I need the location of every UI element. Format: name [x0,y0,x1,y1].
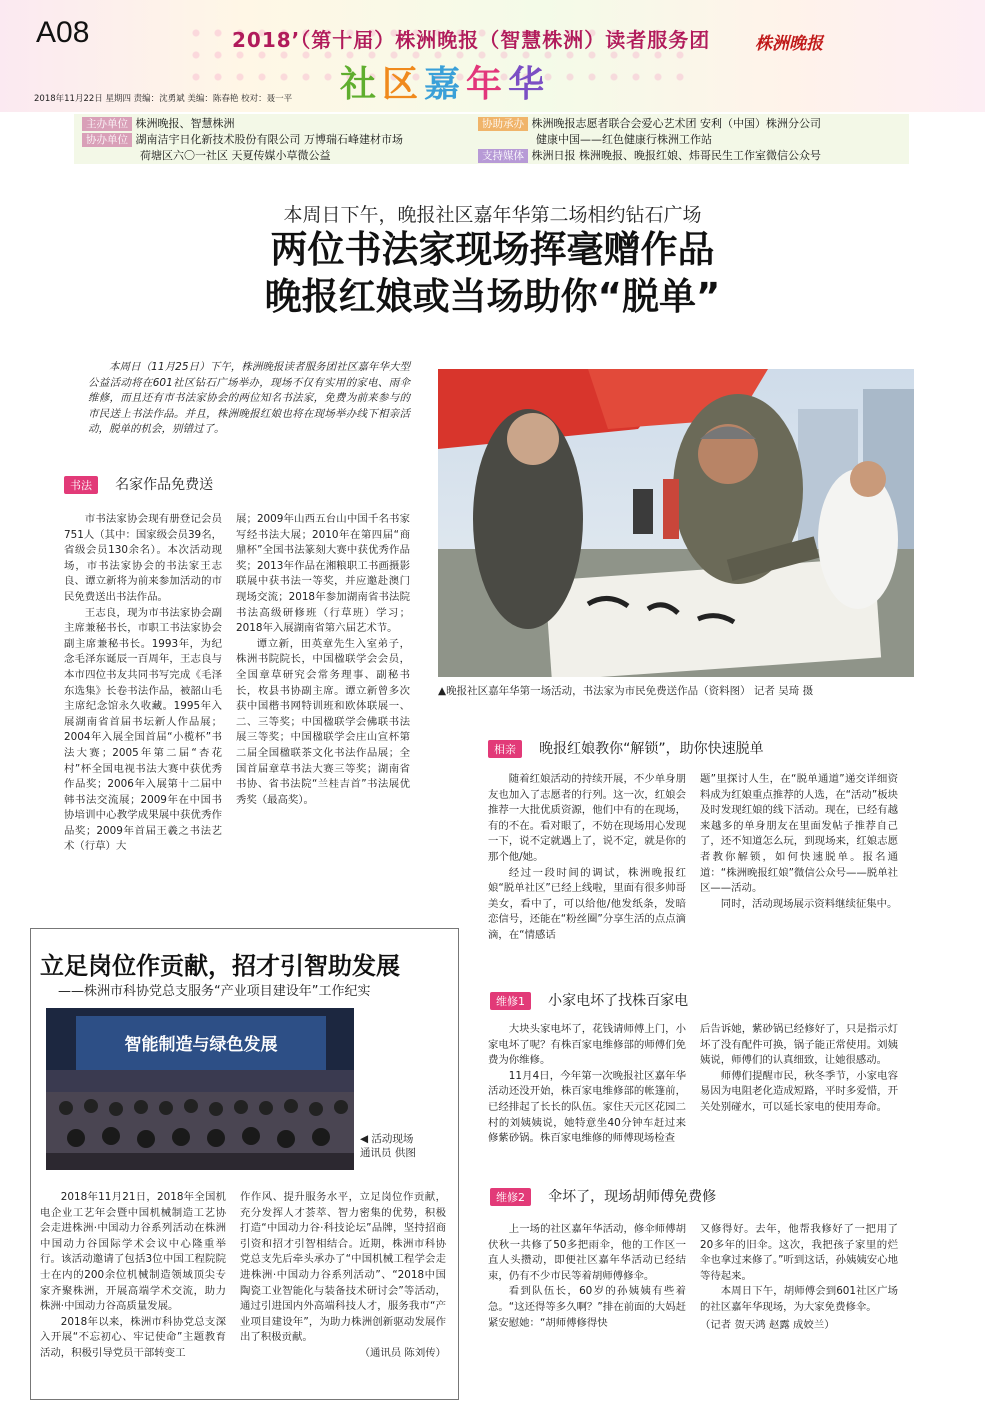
caption-line: 通讯员 供图 [360,1147,416,1159]
umbrella-column-1 [488,1222,686,1331]
calligraphy-photo [438,369,914,677]
sponsor-text: 株洲晚报、智慧株洲 [135,117,235,130]
article-lead: 本周日（11月25日）下午，株洲晚报读者服务团社区嘉年华大型公益活动将在601社区钻石广场举办，现场不仅有实用的家电、雨伞维修，而且还有市书法家协会的两位知名书法家，免费为前来参与的市民送上书法作品。并且，株洲晚报红娘也将在现场举办线下相亲活动，脱单的机会，别错过了。 [88,361,410,435]
paragraph: 题”里探讨人生，在“脱单通道”递交详细资料成为红娘重点推荐的人选，在“活动”板块及时发现红娘的线下活动。现在，已经有越来越多的单身朋友在里面发帖子推荐自己了，还不知道怎么玩，到现场来，红娘志愿者教你解锁，如何快速脱单。报名通道：“株洲晚报红娘”微信公众号——脱单社区——活动。 [700,773,898,895]
sponsor-row [82,116,482,132]
sponsor-right [478,116,908,164]
section-title: 晚报红娘教你“解锁”，助你快速脱单 [539,741,764,757]
section-tag: 相亲 [488,740,522,758]
appliance-column-1 [488,1022,686,1147]
carnival-char: 年 [466,64,509,105]
sponsor-tag: 协办单位 [82,133,132,147]
paragraph: 展；2009年山西五台山中国千名书家写经书法大展；2010年在第四届“商鼎杯”全国书法篆刻大赛中获优秀作品奖；2013年作品在湘粮职工书画摄影联展中获书法一等奖，并应邀赴澳门现场交流；2018年参加湖南省书法院书法高级研修班（行草班）学习；2018年入展湖南省第六届艺术节。 [236,513,410,635]
matchmaking-column-1 [488,772,686,944]
paragraph: 本周日下午，胡师傅会到601社区广场的社区嘉年华现场，为大家免费修伞。 [700,1285,898,1313]
sidebar-headline: 立足岗位作贡献，招才引智助发展 [40,952,400,980]
calligraphy-scene-illustration [438,369,914,677]
page-number: A08 [36,16,90,49]
newspaper-logo: 株洲晚报 [755,34,823,54]
headline-line-1: 两位书法家现场挥毫赠作品 [270,228,715,271]
sponsor-block [74,114,909,164]
calligraphy-column-2 [236,512,410,808]
sponsor-left [82,116,482,164]
banner-title: 2018’（第十届）株洲晚报（智慧株洲）读者服务团 [232,28,711,52]
paragraph: 上一场的社区嘉年华活动，修伞师傅胡伏秋一共修了50多把雨伞，他的工作区一直人头攒动，即便社区嘉年华活动已经结束，仍有不少市民等着胡师傅修伞。 [488,1223,686,1282]
calligraphy-column-1 [64,512,222,855]
paragraph: 随着红娘活动的持续开展，不少单身朋友也加入了志愿者的行列。这一次，红娘会推荐一大批优质资源，他们中有的在现场，有的不在。看对眼了，不妨在现场用心发现一下，说不定就遇上了，说不定，就是你的那个他/她。 [488,773,686,863]
article-headline [0,226,985,320]
sponsor-row [478,148,908,164]
conference-photo [46,1008,354,1170]
carnival-char: 嘉 [424,64,467,105]
section-title: 名家作品免费送 [115,477,214,493]
conference-scene-illustration [46,1008,354,1170]
paragraph: 作作风、提升服务水平，立足岗位作贡献，充分发挥人才荟萃、智力密集的优势，积极打造“中国动力谷·科技论坛”品牌，坚持招商引资和招才引智相结合。近期，株洲市科协党总支先后牵头承办了“中国机械工程学会走进株洲·中国动力谷系列活动”、“2018中国陶瓷工业智能化与装备技术研讨会”等活动，通过引进国内外高端科技人才，服务我市“产业项目建设年”，为助力株洲创新驱动发展作出了积极贡献。 [240,1191,446,1344]
section-umbrella-header [490,1186,716,1206]
paragraph: 11月4日，今年第一次晚报社区嘉年华活动还没开始，株百家电维修部的帐篷前，已经排起了长长的队伍。家住天元区花园二村的刘姨姨说，她特意坐40分钟车赶过来修紫砂锅。株百家电维修的师傅现场检查 [488,1069,686,1145]
section-calligraphy-header [64,474,213,494]
section-title: 伞坏了，现场胡师傅免费修 [548,1189,717,1205]
appliance-column-2 [700,1022,898,1116]
paragraph: 看到队伍长，60岁的孙姨姨有些着急。“这还得等多久啊？”排在前面的大妈赶紧安慰她：“胡师傅修得快 [488,1285,686,1329]
carnival-char: 区 [382,64,425,105]
sponsor-text: 健康中国——红色健康行株洲工作站 [536,133,712,146]
sponsor-text: 株洲晚报志愿者联合会爱心艺术团 安利（中国）株洲分公司 [531,117,821,130]
section-matchmaking-header [488,738,764,758]
matchmaking-column-2 [700,772,898,912]
umbrella-column-2 [700,1222,898,1333]
headline-line-2: 晚报红娘或当场助你“脱单” [264,275,721,318]
sidebar-credit: （通讯员 陈刘传） [359,1346,446,1359]
byline: （记者 贺天鸿 赵露 成姣兰） [700,1318,835,1331]
carnival-logo [340,56,550,107]
sidebar-column-2 [240,1190,446,1362]
sponsor-tag: 支持媒体 [478,149,528,163]
paragraph: 市书法家协会现有册登记会员751人（其中：国家级会员39名，省级会员130余名）。本次活动现场，市书法家协会的书法家王志良、谭立新将为前来参加活动的市民免费送出书法作品。 [64,513,222,603]
paragraph: 王志良，现为市书法家协会副主席兼秘书长，市职工书法家协会副主席兼秘书长。1993年，为纪念毛泽东诞辰一百周年，王志良与本市四位书友共同书写完成《毛泽东选集》长卷书法作品，被韶山毛主席纪念馆永久收藏。1995年入展湖南省首届书坛新人作品展；2004年入展全国首届“小榄杯”书法大赛；2005年第二届“杏花村”杯全国电视书法大赛中获优秀作品奖；2006年入展第十二届中韩书法交流展；2009年在中国书协培训中心教学成果展中获优秀作品奖；2009年首届王羲之书法艺术（行草）大 [64,606,222,853]
conference-photo-caption [360,1132,460,1160]
sponsor-tag: 协助承办 [478,117,528,131]
dateline: 2018年11月22日 星期四 责编：沈勇斌 美编：陈春艳 校对：聂一平 [34,94,293,104]
carnival-char: 社 [340,64,383,105]
screen-text: 智能制造与绿色发展 [124,1035,278,1055]
sponsor-text: 湖南洁宇日化新技术股份有限公司 万博瑞石峰建材市场 [135,133,403,146]
caption-line: ◀ 活动现场 [360,1133,414,1145]
paragraph: 后告诉她，紫砂锅已经修好了，只是指示灯坏了没有配件可换，锅子能正常使用。刘姨姨说，师傅们的认真细致，让她很感动。 [700,1023,898,1067]
section-tag: 维修2 [490,1188,531,1206]
sponsor-text: 荷塘区六〇一社区 天夏传媒小草微公益 [140,149,331,162]
sponsor-row [478,116,908,132]
sidebar-subhead: ——株洲市科协党总支服务“产业项目建设年”工作纪实 [58,984,371,999]
paragraph: 谭立新，田英章先生入室弟子，株洲书院院长，中国楹联学会会员，全国章草研究会常务理事、副秘书长，枚县书协副主席。谭立新曾多次获中国楷书网特训班和欧体联展一、二、三等奖；中国楹联学会佛联书法展三等奖；中国楹联学会庄山宣杯第二届全国楹联茶文化书法作品展；全国首届章草书法大赛三等奖；湖南省书协、省书法院“兰桂吉首”书法展优秀奖（最高奖）。 [236,637,410,806]
sponsor-row [82,132,482,148]
section-tag: 维修1 [490,992,531,1010]
section-title: 小家电坏了找株百家电 [548,993,689,1009]
paragraph: 大块头家电坏了，花钱请师傅上门，小家电坏了呢？有株百家电维修部的师傅们免费为你维修。 [488,1023,686,1067]
sponsor-row [82,148,482,164]
paragraph: 师傅们提醒市民，秋冬季节，小家电容易因为电阻老化造成短路，平时多爱惜，开关处别碰水，可以延长家电的使用寿命。 [700,1069,898,1113]
sponsor-row [478,132,908,148]
section-appliance-header [490,990,688,1010]
paragraph: 同时，活动现场展示资料继续征集中。 [720,897,898,910]
sidebar-column-1 [40,1190,226,1362]
paragraph: 又修得好。去年，他帮我修好了一把用了20多年的旧伞。这次，我把孩子家里的烂伞也拿过来修了。”听到这话，孙姨姨安心地等待起来。 [700,1223,898,1282]
sponsor-text: 株洲日报 株洲晚报、晚报红娘、炜哥民生工作室微信公众号 [531,149,821,162]
carnival-char: 华 [508,64,551,105]
sponsor-tag: 主办单位 [82,117,132,131]
article-kicker: 本周日下午，晚报社区嘉年华第二场相约钻石广场 [283,204,702,226]
paragraph: 2018年11月21日，2018年全国机电企业工艺年会暨中国机械制造工艺协会走进株洲·中国动力谷系列活动在株洲中国动力谷国际学术会议中心隆重举行。该活动邀请了包括3位中国工程院院士在内的200余位机械制造领域顶尖专家齐聚株洲，开展高端学术交流，助力株洲·中国动力谷高质量发展。 [40,1191,226,1313]
paragraph: 经过一段时间的调试，株洲晚报红娘“脱单社区”已经上线啦，里面有很多帅哥美女，看中了，可以给他/他发纸条，发暗恋信号，还能在“粉丝圈”分享生活的点点滴滴，在“情感话 [488,866,686,941]
paragraph: 2018年以来，株洲市科协党总支深入开展“不忘初心、牢记使命”主题教育活动，积极引导党员干部转变工 [40,1315,226,1359]
photo-caption: ▲晚报社区嘉年华第一场活动，书法家为市民免费送作品（资料图） 记者 吴琦 摄 [438,685,814,697]
section-tag: 书法 [64,476,98,494]
